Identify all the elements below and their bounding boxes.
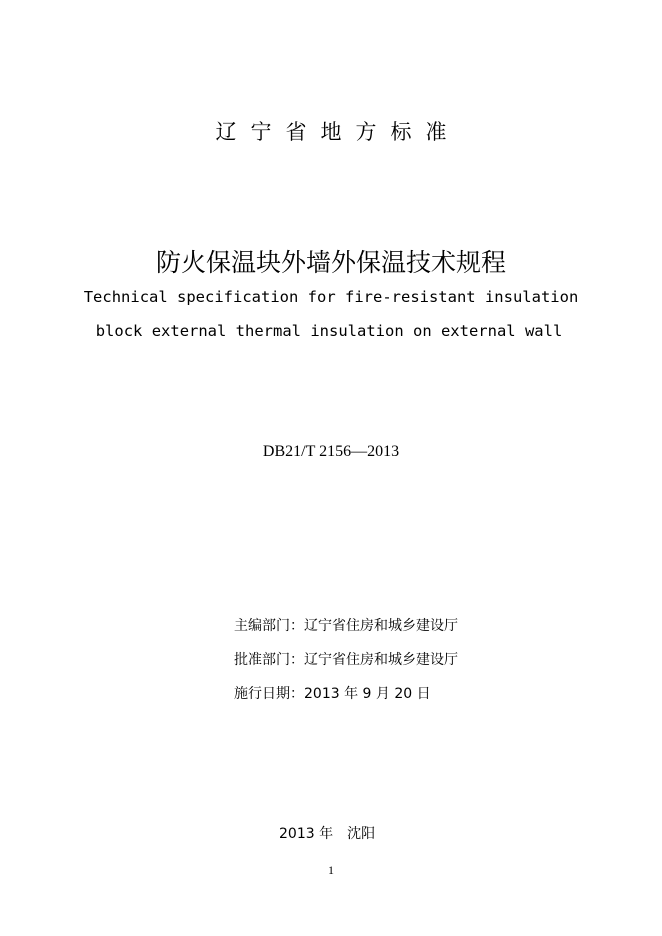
publication-line (279, 824, 375, 844)
document-title-english-line-2: block external thermal insulation on external wall (95, 322, 563, 340)
approving-department: 批准部门：辽宁省住房和城乡建设厅 (234, 652, 458, 668)
page-number: 1 (328, 863, 334, 877)
publication-year: 2013 年 (279, 826, 334, 842)
effective-date: 施行日期：2013 年 9 月 20 日 (234, 686, 431, 702)
editor-department: 主编部门：辽宁省住房和城乡建设厅 (234, 618, 458, 634)
document-title-english-line-1: Technical specification for fire-resistant insulation (83, 288, 579, 306)
standard-number: DB21/T 2156—2013 (262, 443, 400, 460)
publication-city: 沈阳 (347, 826, 376, 842)
document-title-chinese: 防火保温块外墙外保温技术规程 (155, 248, 506, 277)
standard-category-heading: 辽宁省地方标准 (215, 120, 461, 144)
